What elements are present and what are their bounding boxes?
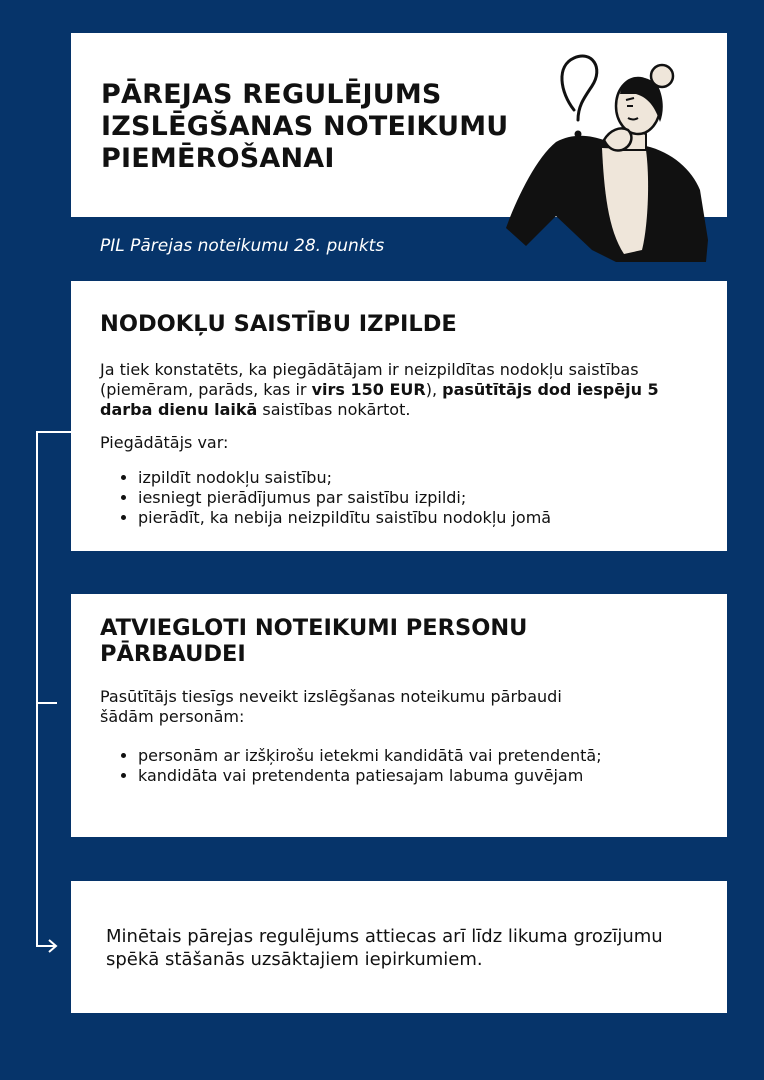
list-item: • iesniegt pierādījumus par saistību izpildi; xyxy=(138,488,698,508)
section-paragraph: Piegādātājs var: xyxy=(100,433,229,452)
section-transition-note xyxy=(71,881,727,1013)
section-paragraph: Pasūtītājs tiesīgs neveikt izslēgšanas noteikumu pārbaudi šādām personām: xyxy=(100,687,562,726)
bullet-list xyxy=(117,468,698,528)
note-text: Minētais pārejas regulējums attiecas arī līdz likuma grozījumu spēkā stāšanās uzsāktajiem iepirkumiem. xyxy=(106,926,663,970)
section-heading: NODOKĻU SAISTĪBU IZPILDE xyxy=(100,311,457,337)
page-title: PĀREJAS REGULĒJUMS IZSLĒGŠANAS NOTEIKUMU PIEMĒROŠANAI xyxy=(101,79,509,174)
section-paragraph: Ja tiek konstatēts, ka piegādātājam ir neizpildītas nodokļu saistības (piemēram, parāds, kas ir virs 150 EUR), pasūtītājs dod iespēju 5 darba dienu laikā saistības nokārtot. xyxy=(100,360,659,419)
section-heading: ATVIEGLOTI NOTEIKUMI PERSONU PĀRBAUDEI xyxy=(100,615,528,667)
list-item: • pierādīt, ka nebija neizpildītu saistību nodokļu jomā xyxy=(138,508,698,528)
section-person-checks xyxy=(71,594,727,837)
thinking-woman-question-mark-icon xyxy=(496,50,712,262)
section-tax-obligations xyxy=(71,281,727,551)
list-item: • personām ar izšķirošu ietekmi kandidātā vai pretendentā; xyxy=(138,746,678,766)
subtitle: PIL Pārejas noteikumu 28. punkts xyxy=(100,236,385,256)
bullet-list xyxy=(117,746,678,786)
list-item: • kandidāta vai pretendenta patiesajam labuma guvējam xyxy=(138,766,678,786)
list-item: • izpildīt nodokļu saistību; xyxy=(138,468,698,488)
